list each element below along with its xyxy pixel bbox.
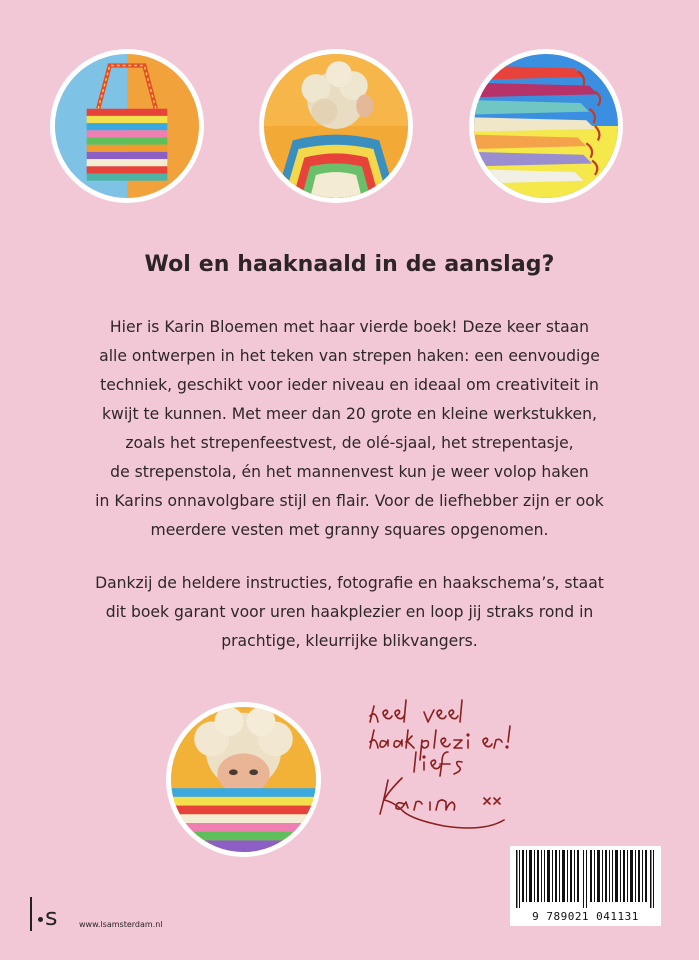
headline: Wol en haaknaald in de aanslag? bbox=[144, 252, 555, 277]
photo-woman-vest bbox=[259, 49, 413, 203]
logo-letter: s bbox=[45, 903, 58, 931]
isbn-barcode bbox=[510, 846, 661, 926]
text-line: Dankzij de heldere instructies, fotografie en haakschema’s, staat bbox=[95, 574, 604, 592]
handwritten-signature bbox=[344, 686, 544, 856]
text-line: prachtige, kleurrijke blikvangers. bbox=[221, 632, 478, 650]
text-line: alle ontwerpen in het teken van strepen haken: een eenvoudige bbox=[99, 347, 600, 365]
logo-bar bbox=[30, 897, 32, 931]
text-line: dit boek garant voor uren haakplezier en loop jij straks rond in bbox=[105, 603, 594, 621]
photo-crochet-scarf bbox=[469, 49, 623, 203]
closing-paragraph bbox=[62, 569, 637, 656]
text-line: zoals het strepenfeestvest, de olé-sjaal, het strepentasje, bbox=[125, 434, 574, 452]
photo-striped-bag bbox=[50, 49, 204, 203]
photo-author bbox=[166, 702, 321, 857]
description-paragraph bbox=[62, 313, 637, 545]
publisher-website[interactable]: www.lsamsterdam.nl bbox=[79, 920, 163, 929]
isbn-number: 9 789021 041131 bbox=[532, 910, 639, 923]
text-line: meerdere vesten met granny squares opgenomen. bbox=[150, 521, 549, 539]
publisher-logo bbox=[30, 897, 74, 933]
text-line: de strepenstola, én het mannenvest kun je weer volop haken bbox=[110, 463, 589, 481]
barcode-bars bbox=[514, 850, 657, 908]
logo-dot bbox=[38, 917, 43, 922]
text-line: kwijt te kunnen. Met meer dan 20 grote en kleine werkstukken, bbox=[102, 405, 597, 423]
text-line: in Karins onnavolgbare stijl en flair. Voor de liefhebber zijn er ook bbox=[95, 492, 604, 510]
text-line: techniek, geschikt voor ieder niveau en ideaal om creativiteit in bbox=[100, 376, 599, 394]
text-line: Hier is Karin Bloemen met haar vierde boek! Deze keer staan bbox=[109, 318, 590, 336]
